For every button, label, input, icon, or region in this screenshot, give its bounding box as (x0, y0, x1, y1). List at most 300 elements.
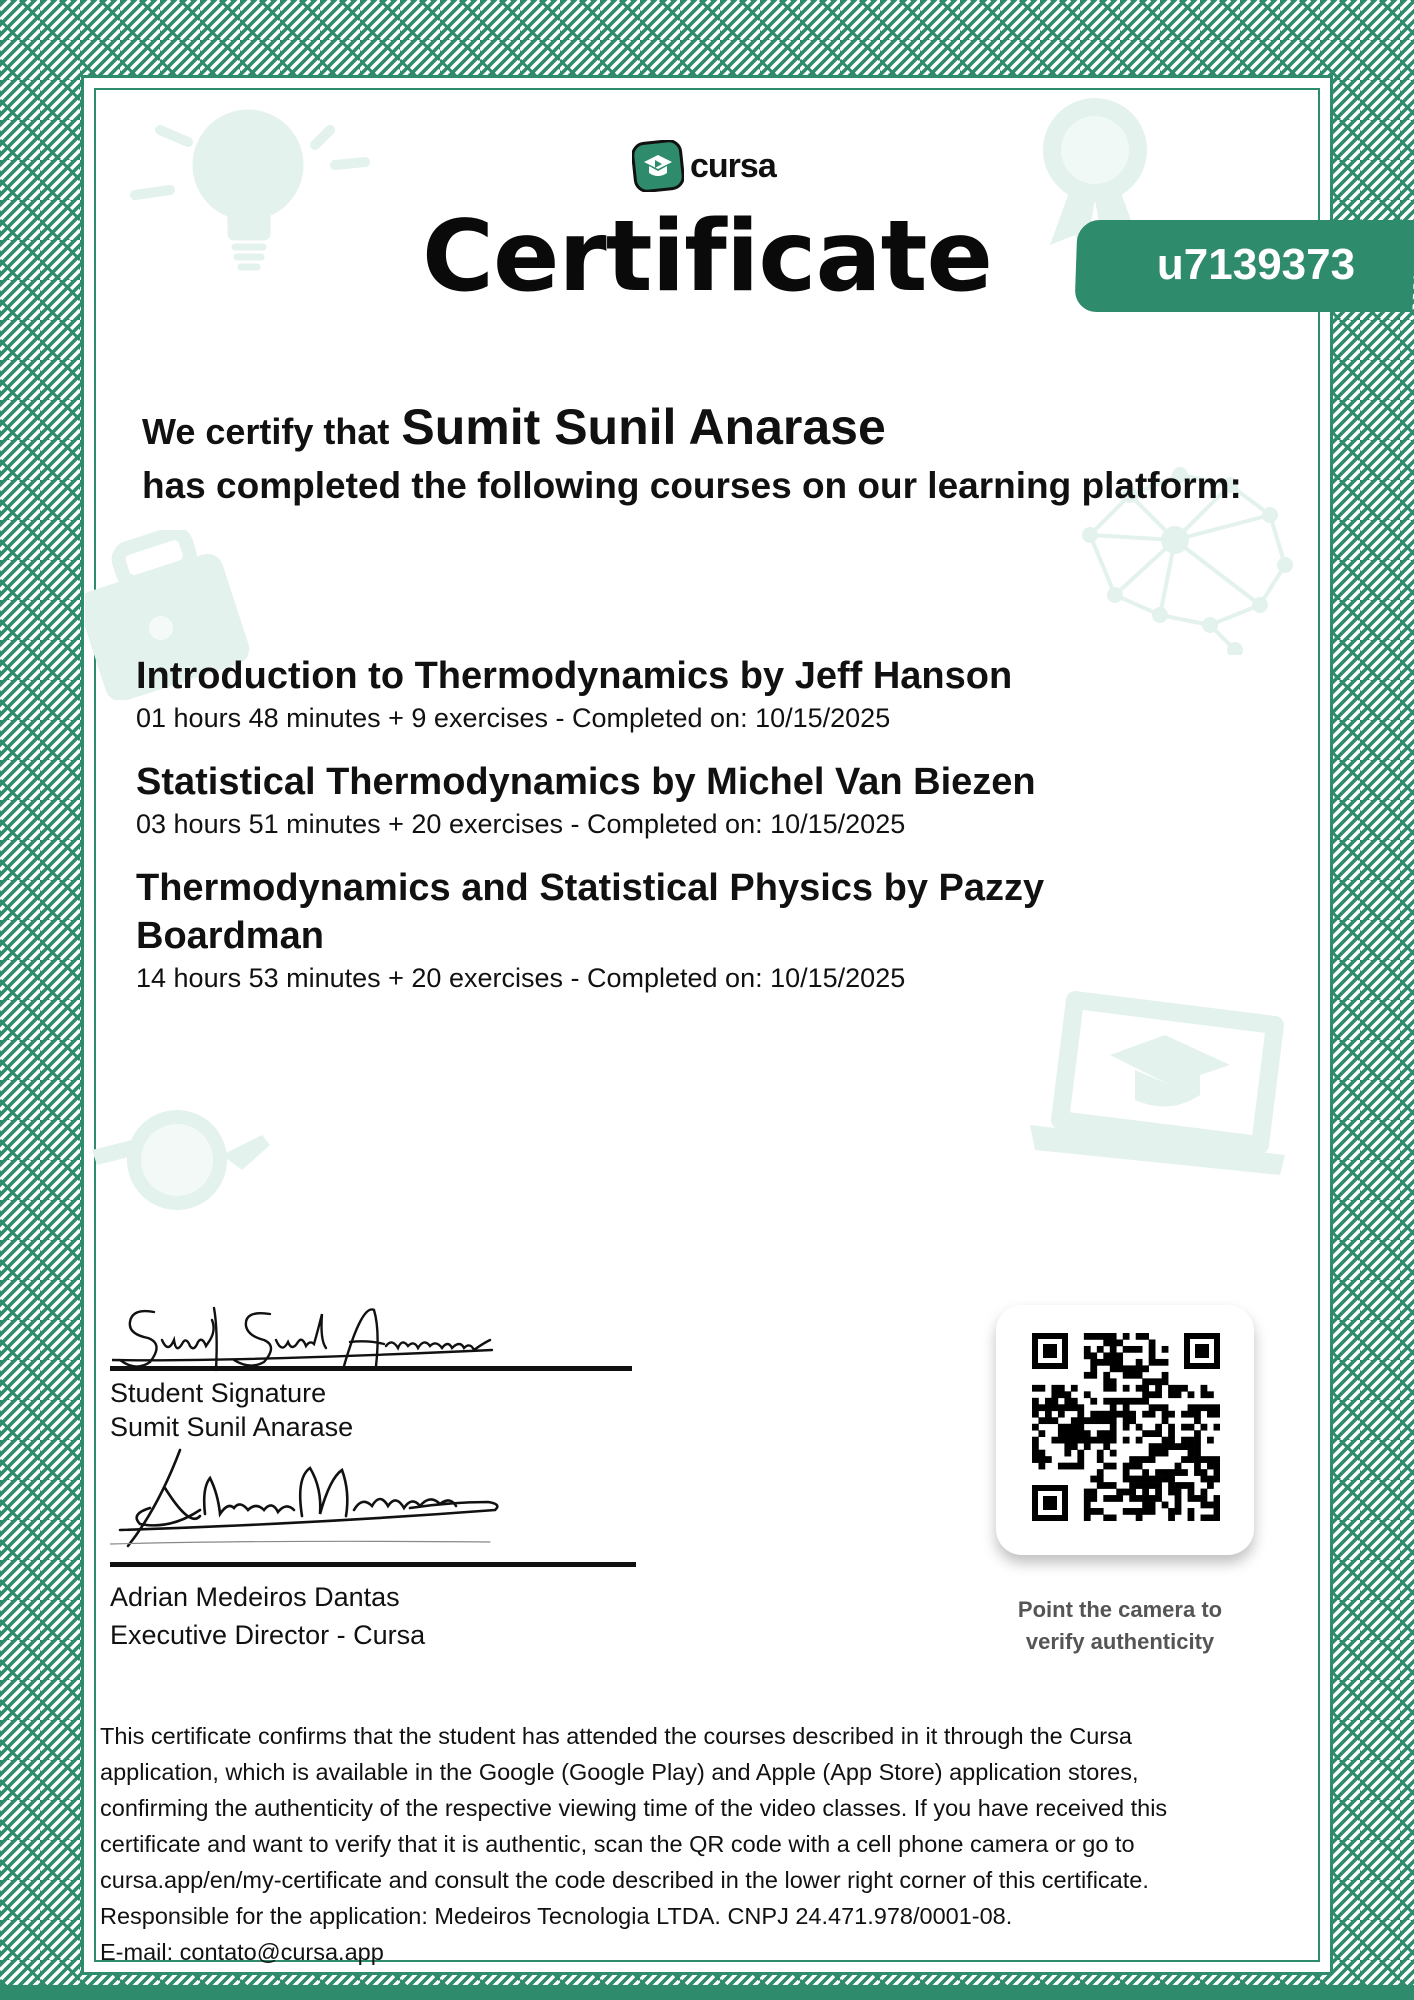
qr-module (1136, 1456, 1143, 1463)
qr-module (1155, 1424, 1162, 1431)
qr-caption-line1: Point the camera to (1017, 1597, 1223, 1622)
qr-module (1110, 1495, 1117, 1502)
qr-module (1194, 1411, 1201, 1418)
qr-module (1123, 1333, 1130, 1340)
student-signature-label: Student Signature (110, 1378, 327, 1408)
qr-module (1097, 1437, 1104, 1444)
qr-module (1142, 1411, 1149, 1418)
qr-module (1136, 1346, 1143, 1353)
qr-module (1103, 1443, 1110, 1450)
qr-module (1084, 1502, 1091, 1509)
qr-module (1097, 1411, 1104, 1418)
qr-module (1162, 1443, 1169, 1450)
qr-module (1129, 1463, 1136, 1470)
qr-module (1038, 1463, 1045, 1470)
qr-module (1201, 1404, 1208, 1411)
certify-prefix: We certify that (142, 411, 390, 452)
qr-module (1032, 1424, 1039, 1431)
qr-module (1084, 1430, 1091, 1437)
qr-module (1149, 1456, 1156, 1463)
qr-module (1097, 1359, 1104, 1366)
qr-caption-line2: verify authenticity (1025, 1629, 1215, 1654)
qr-module (1155, 1469, 1162, 1476)
qr-module (1188, 1456, 1195, 1463)
qr-module (1188, 1508, 1195, 1515)
qr-module (1103, 1352, 1110, 1359)
qr-caption (980, 1594, 1260, 1658)
director-name: Adrian Medeiros Dantas (110, 1582, 400, 1612)
qr-module (1116, 1411, 1123, 1418)
qr-module (1064, 1463, 1071, 1470)
qr-module (1110, 1515, 1117, 1521)
qr-module (1064, 1404, 1071, 1411)
certify-statement (142, 398, 886, 456)
qr-module (1045, 1404, 1052, 1411)
qr-module (1149, 1495, 1156, 1502)
qr-module (1103, 1333, 1110, 1340)
qr-module (1032, 1437, 1039, 1444)
qr-module (1097, 1430, 1104, 1437)
qr-module (1162, 1417, 1169, 1424)
qr-module (1168, 1437, 1175, 1444)
qr-module (1168, 1391, 1175, 1398)
qr-module (1064, 1430, 1071, 1437)
qr-module (1097, 1456, 1104, 1463)
qr-module (1207, 1456, 1214, 1463)
qr-module (1142, 1489, 1149, 1496)
qr-module (1168, 1424, 1175, 1431)
course-title: Statistical Thermodynamics by Michel Van Biezen (136, 761, 1036, 803)
qr-module (1103, 1359, 1110, 1366)
qr-module (1058, 1391, 1065, 1398)
qr-module (1097, 1508, 1104, 1515)
qr-module (1129, 1411, 1136, 1418)
qr-module (1090, 1411, 1097, 1418)
qr-module (1149, 1411, 1156, 1418)
qr-module (1084, 1346, 1091, 1353)
qr-module (1162, 1437, 1169, 1444)
qr-module (1188, 1411, 1195, 1418)
director-signature-line (110, 1562, 636, 1567)
qr-module (1071, 1417, 1078, 1424)
qr-module (1142, 1385, 1149, 1392)
qr-module (1136, 1515, 1143, 1521)
qr-module (1168, 1469, 1175, 1476)
footer-line: cursa.app/en/my-certificate and consult the code described in the lower right corner of this certificate. (100, 1867, 1149, 1893)
qr-code-card[interactable] (996, 1305, 1254, 1555)
qr-module (1064, 1424, 1071, 1431)
qr-module (1142, 1495, 1149, 1502)
qr-module (1071, 1463, 1078, 1470)
qr-module (1168, 1508, 1175, 1515)
qr-module (1103, 1378, 1110, 1385)
qr-module (1175, 1391, 1182, 1398)
qr-module (1123, 1398, 1130, 1405)
qr-module (1201, 1515, 1208, 1521)
qr-module (1064, 1391, 1071, 1398)
qr-module (1090, 1489, 1097, 1496)
qr-module (1168, 1443, 1175, 1450)
qr-module (1162, 1476, 1169, 1483)
qr-module (1136, 1495, 1143, 1502)
qr-module (1142, 1476, 1149, 1483)
qr-module (1162, 1346, 1169, 1353)
qr-module (1123, 1489, 1130, 1496)
qr-module (1103, 1463, 1110, 1470)
qr-module (1142, 1482, 1149, 1489)
qr-module (1116, 1352, 1123, 1359)
qr-module (1110, 1430, 1117, 1437)
qr-module (1194, 1495, 1201, 1502)
qr-module (1136, 1482, 1143, 1489)
qr-module (1090, 1365, 1097, 1372)
qr-module (1084, 1495, 1091, 1502)
qr-module (1051, 1391, 1058, 1398)
qr-module (1201, 1385, 1208, 1392)
qr-module (1149, 1508, 1156, 1515)
qr-module (1142, 1378, 1149, 1385)
qr-module (1155, 1489, 1162, 1496)
qr-module (1097, 1482, 1104, 1489)
qr-module (1155, 1443, 1162, 1450)
qr-module (1077, 1411, 1084, 1418)
qr-module (1201, 1476, 1208, 1483)
qr-module (1058, 1411, 1065, 1418)
qr-module (1162, 1378, 1169, 1385)
qr-module (1103, 1515, 1110, 1521)
qr-module (1064, 1443, 1071, 1450)
qr-module (1051, 1404, 1058, 1411)
qr-module (1214, 1476, 1220, 1483)
qr-module (1155, 1495, 1162, 1502)
qr-module (1201, 1391, 1208, 1398)
qr-module (1110, 1437, 1117, 1444)
qr-module (1103, 1411, 1110, 1418)
qr-module (1155, 1430, 1162, 1437)
qr-module (1103, 1339, 1110, 1346)
qr-module (1038, 1385, 1045, 1392)
qr-module (1162, 1502, 1169, 1509)
qr-module (1194, 1437, 1201, 1444)
qr-module (1123, 1404, 1130, 1411)
qr-module (1103, 1417, 1110, 1424)
qr-module (1168, 1482, 1175, 1489)
qr-module (1214, 1456, 1220, 1463)
qr-module (1136, 1398, 1143, 1405)
qr-module (1051, 1437, 1058, 1444)
qr-module (1129, 1365, 1136, 1372)
qr-module (1136, 1333, 1143, 1340)
qr-module (1136, 1508, 1143, 1515)
qr-module (1149, 1352, 1156, 1359)
qr-module (1168, 1430, 1175, 1437)
qr-module (1194, 1417, 1201, 1424)
qr-module (1097, 1346, 1104, 1353)
qr-module (1175, 1385, 1182, 1392)
qr-module (1123, 1437, 1130, 1444)
qr-module (1142, 1391, 1149, 1398)
qr-module (1032, 1443, 1039, 1450)
qr-module (1207, 1476, 1214, 1483)
qr-module (1097, 1450, 1104, 1457)
qr-module (1136, 1385, 1143, 1392)
qr-module (1038, 1417, 1045, 1424)
qr-module (1149, 1450, 1156, 1457)
qr-module (1129, 1476, 1136, 1483)
qr-module (1136, 1437, 1143, 1444)
qr-module (1038, 1450, 1045, 1457)
qr-module (1129, 1456, 1136, 1463)
qr-module (1149, 1502, 1156, 1509)
qr-module (1090, 1398, 1097, 1405)
qr-module (1201, 1424, 1208, 1431)
qr-module (1194, 1404, 1201, 1411)
qr-module (1188, 1489, 1195, 1496)
qr-module (1149, 1346, 1156, 1353)
qr-module (1032, 1398, 1039, 1405)
qr-module (1090, 1372, 1097, 1379)
qr-module (1116, 1339, 1123, 1346)
qr-module (1110, 1346, 1117, 1353)
qr-module (1181, 1385, 1188, 1392)
qr-module (1077, 1424, 1084, 1431)
qr-module (1038, 1456, 1045, 1463)
qr-module (1188, 1482, 1195, 1489)
qr-module (1201, 1456, 1208, 1463)
qr-module (1168, 1476, 1175, 1483)
qr-module (1103, 1437, 1110, 1444)
qr-module (1123, 1365, 1130, 1372)
qr-module (1136, 1372, 1143, 1379)
qr-module (1123, 1476, 1130, 1483)
qr-module (1214, 1515, 1220, 1521)
qr-module (1090, 1417, 1097, 1424)
qr-module (1071, 1404, 1078, 1411)
qr-module (1168, 1489, 1175, 1496)
qr-module (1214, 1495, 1220, 1502)
qr-module (1077, 1463, 1084, 1470)
qr-module (1142, 1430, 1149, 1437)
qr-module (1097, 1476, 1104, 1483)
qr-module (1162, 1359, 1169, 1366)
qr-module (1162, 1404, 1169, 1411)
qr-module (1077, 1437, 1084, 1444)
qr-module (1149, 1482, 1156, 1489)
qr-module (1071, 1398, 1078, 1405)
qr-module (1194, 1469, 1201, 1476)
qr-code-image[interactable] (1032, 1333, 1220, 1521)
qr-module (1110, 1339, 1117, 1346)
qr-module (1142, 1365, 1149, 1372)
qr-module (1110, 1450, 1117, 1457)
qr-module (1175, 1469, 1182, 1476)
qr-module (1207, 1404, 1214, 1411)
qr-module (1058, 1424, 1065, 1431)
qr-module (1090, 1508, 1097, 1515)
qr-module (1194, 1450, 1201, 1457)
course-title: Thermodynamics and Statistical Physics by Pazzy Boardman (136, 867, 1045, 957)
certificate-code: u7139373 (1156, 240, 1356, 289)
qr-module (1077, 1456, 1084, 1463)
qr-module (1181, 1424, 1188, 1431)
qr-module (1110, 1398, 1117, 1405)
course-item (136, 864, 1236, 996)
qr-module (1116, 1495, 1123, 1502)
qr-module (1207, 1482, 1214, 1489)
cursa-logo (632, 140, 776, 192)
qr-module (1214, 1424, 1220, 1431)
qr-module (1077, 1404, 1084, 1411)
qr-module (1084, 1515, 1091, 1521)
qr-module (1032, 1385, 1039, 1392)
qr-module (1142, 1508, 1149, 1515)
qr-module (1149, 1359, 1156, 1366)
qr-module (1123, 1417, 1130, 1424)
qr-module (1084, 1417, 1091, 1424)
qr-module (1188, 1450, 1195, 1457)
qr-module (1136, 1359, 1143, 1366)
qr-module (1149, 1476, 1156, 1483)
student-signature-line (110, 1366, 632, 1371)
qr-module (1123, 1346, 1130, 1353)
qr-module (1188, 1495, 1195, 1502)
qr-module (1188, 1404, 1195, 1411)
qr-module (1051, 1398, 1058, 1405)
qr-module (1155, 1450, 1162, 1457)
qr-module (1051, 1385, 1058, 1392)
qr-module (1084, 1372, 1091, 1379)
qr-module (1058, 1463, 1065, 1470)
qr-module (1110, 1417, 1117, 1424)
qr-module (1175, 1489, 1182, 1496)
qr-module (1129, 1495, 1136, 1502)
qr-module (1194, 1463, 1201, 1470)
qr-module (1201, 1489, 1208, 1496)
qr-module (1090, 1333, 1097, 1340)
qr-module (1155, 1404, 1162, 1411)
qr-module (1214, 1463, 1220, 1470)
qr-module (1214, 1411, 1220, 1418)
qr-module (1129, 1346, 1136, 1353)
qr-module (1032, 1456, 1039, 1463)
footer-line: confirming the authenticity of the respective viewing time of the video classes. If you have received this (100, 1795, 1168, 1821)
qr-module (1142, 1398, 1149, 1405)
qr-module (1175, 1502, 1182, 1509)
course-item (136, 758, 1236, 842)
qr-module (1214, 1508, 1220, 1515)
qr-module (1136, 1463, 1143, 1470)
qr-module (1129, 1489, 1136, 1496)
qr-module (1058, 1385, 1065, 1392)
qr-module (1071, 1385, 1078, 1392)
qr-module (1110, 1385, 1117, 1392)
qr-module (1155, 1359, 1162, 1366)
footer-line: This certificate confirms that the student has attended the courses described in it through the Cursa (100, 1723, 1132, 1749)
qr-module (1110, 1411, 1117, 1418)
qr-module (1077, 1417, 1084, 1424)
qr-module (1090, 1476, 1097, 1483)
qr-module (1110, 1378, 1117, 1385)
logo-wordmark: cursa (690, 146, 776, 185)
director-signature-image (110, 1448, 510, 1558)
qr-module (1168, 1385, 1175, 1392)
qr-module (1110, 1352, 1117, 1359)
qr-module (1155, 1476, 1162, 1483)
qr-module (1123, 1469, 1130, 1476)
qr-module (1175, 1443, 1182, 1450)
qr-module (1129, 1372, 1136, 1379)
qr-module (1038, 1404, 1045, 1411)
qr-module (1201, 1495, 1208, 1502)
qr-module (1110, 1424, 1117, 1431)
qr-module (1168, 1411, 1175, 1418)
qr-module (1142, 1333, 1149, 1340)
qr-module (1064, 1398, 1071, 1405)
qr-module (1175, 1463, 1182, 1470)
qr-module (1129, 1398, 1136, 1405)
qr-module (1071, 1437, 1078, 1444)
course-title: Introduction to Thermodynamics by Jeff Hanson (136, 655, 1013, 697)
qr-module (1077, 1450, 1084, 1457)
footer-line: application, which is available in the Google (Google Play) and Apple (App Store) application stores, (100, 1759, 1139, 1785)
qr-module (1045, 1456, 1052, 1463)
qr-module (1077, 1430, 1084, 1437)
qr-module (1155, 1391, 1162, 1398)
qr-module (1071, 1424, 1078, 1431)
qr-module (1188, 1437, 1195, 1444)
qr-module (1142, 1502, 1149, 1509)
qr-module (1149, 1339, 1156, 1346)
qr-module (1188, 1515, 1195, 1521)
qr-module (1201, 1502, 1208, 1509)
qr-module (1149, 1443, 1156, 1450)
qr-module (1181, 1482, 1188, 1489)
qr-module (1214, 1469, 1220, 1476)
qr-module (1181, 1437, 1188, 1444)
qr-module (1116, 1359, 1123, 1366)
qr-module (1188, 1424, 1195, 1431)
completed-statement: has completed the following courses on our learning platform: (142, 465, 1242, 506)
director-title: Executive Director - Cursa (110, 1620, 426, 1650)
qr-module (1064, 1437, 1071, 1444)
qr-module (1194, 1456, 1201, 1463)
qr-module (1168, 1515, 1175, 1521)
qr-module (1058, 1437, 1065, 1444)
qr-module (1123, 1424, 1130, 1431)
qr-module (1051, 1417, 1058, 1424)
qr-module (1136, 1424, 1143, 1431)
qr-module (1038, 1430, 1045, 1437)
qr-module (1032, 1411, 1039, 1418)
qr-module (1181, 1469, 1188, 1476)
qr-module (1214, 1404, 1220, 1411)
qr-module (1175, 1482, 1182, 1489)
certificate-title: Certificate (422, 200, 992, 314)
qr-module (1123, 1508, 1130, 1515)
qr-module (1149, 1378, 1156, 1385)
footer-line: Responsible for the application: Medeiros Tecnologia LTDA. CNPJ 24.471.978/0001-08. (100, 1903, 1013, 1929)
footer-disclaimer (100, 1718, 1320, 1970)
qr-module (1110, 1463, 1117, 1470)
qr-module (1032, 1450, 1039, 1457)
qr-module (1142, 1469, 1149, 1476)
qr-module (1084, 1508, 1091, 1515)
qr-module (1175, 1495, 1182, 1502)
qr-module (1201, 1469, 1208, 1476)
graduation-cap-logo-icon (632, 140, 684, 192)
qr-module (1110, 1333, 1117, 1340)
qr-module (1207, 1502, 1214, 1509)
